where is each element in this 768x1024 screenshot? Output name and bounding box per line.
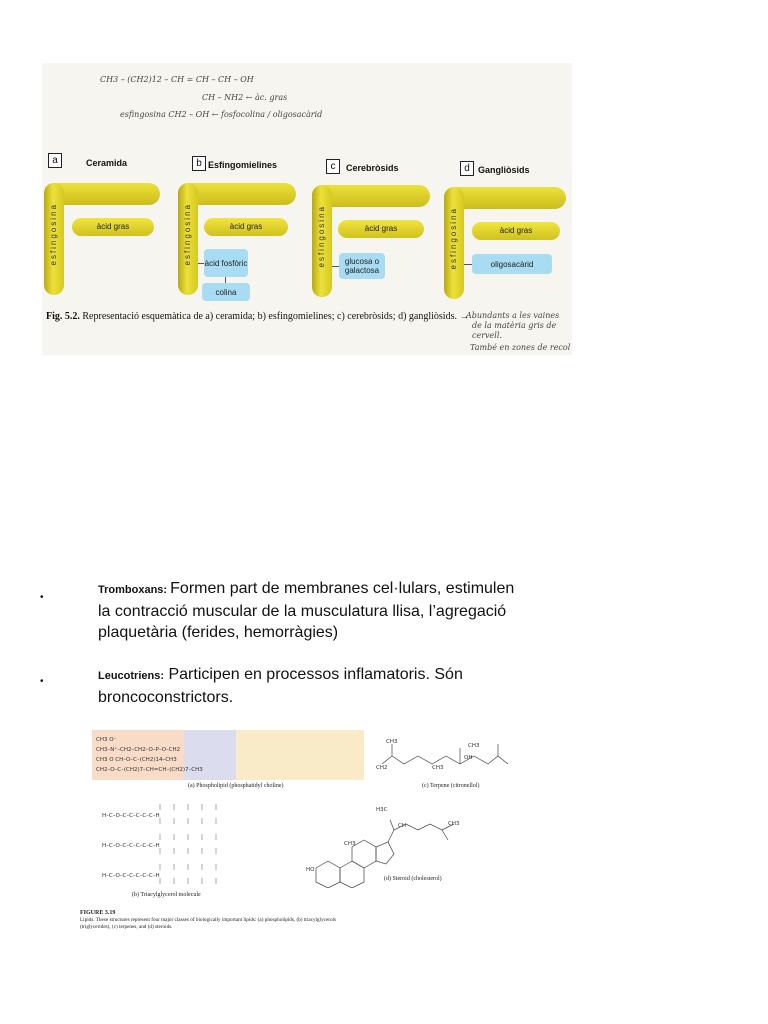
fatty-acid-a: àcid gras bbox=[72, 218, 154, 236]
panel-letter-b: b bbox=[192, 156, 206, 171]
figure-text-2: (triglycerides), (c) terpenes, and (d) steroids. bbox=[80, 924, 173, 930]
caption-a: (a) Phospholipid (phosphatidyl choline) bbox=[188, 783, 284, 789]
head-group-d: oligosacàrid bbox=[472, 254, 552, 274]
triacylglycerol-row-1: H–C–O–C–C–C–C–C–H bbox=[102, 813, 160, 819]
head-group-b-phosphate: àcid fosfòric bbox=[204, 249, 248, 277]
phospholipid-line-1: CH3 O⁻ bbox=[96, 737, 117, 743]
sphingolipid-figure bbox=[42, 63, 572, 355]
head-group-c: glucosa o galactosa bbox=[339, 253, 385, 279]
backbone-label-a: esfingosina bbox=[49, 203, 58, 266]
panel-title-c: Cerebròsids bbox=[346, 163, 399, 173]
panel-letter-d: d bbox=[460, 161, 474, 176]
fatty-acid-c: àcid gras bbox=[338, 220, 424, 238]
figure-text-1: Lipids. These structures represent four major classes of biologically important lipids: (a) phospholipids, (b) triacylglycerols bbox=[80, 917, 337, 923]
triacylglycerol-bonds bbox=[152, 800, 252, 890]
steroid-label-h3c: H3C bbox=[376, 807, 388, 813]
panel-title-b: Esfingomielines bbox=[208, 160, 278, 170]
bullet-leucotriens bbox=[98, 664, 518, 708]
steroid-label-ch3-b: CH3 bbox=[344, 841, 356, 847]
steroid-label-ch: CH bbox=[398, 823, 406, 829]
phospholipid-line-4: CH2–O–C–(CH2)7–CH=CH–(CH2)7–CH3 bbox=[96, 767, 203, 773]
terpene-label-5: OH bbox=[464, 755, 473, 761]
steroid-label-ho: HO bbox=[306, 867, 315, 873]
handwritten-formula-1: CH3 – (CH2)12 – CH = CH – CH – OH bbox=[100, 75, 254, 84]
backbone-label-b: esfingosina bbox=[183, 203, 192, 266]
terpene-label-2: CH2 bbox=[376, 765, 388, 771]
bullet-marker-1: • bbox=[40, 592, 44, 603]
panel-letter-a: a bbox=[48, 153, 62, 168]
handwritten-note-4: També en zones de recol bbox=[470, 343, 571, 352]
phospholipid-line-3: CH3 O CH–O–C–(CH2)14–CH3 bbox=[96, 757, 177, 763]
text-leucotriens: Participen en processos inflamatoris. Són broncoconstrictors. bbox=[98, 666, 463, 706]
handwritten-note-3: cervell. bbox=[472, 331, 502, 340]
figure-caption-label: Fig. 5.2. bbox=[46, 311, 80, 322]
figure-caption-text: Representació esquemàtica de a) ceramida; b) esfingomielines; c) cerebròsids; d) gangliòsids. bbox=[82, 311, 457, 322]
bullet-tromboxans: Tromboxans: Formen part de membranes cel·lulars, estimulen la contracció muscular de la musculatura llisa, l’agregació plaquetària (ferides, hemorràgies) bbox=[98, 580, 515, 641]
terpene-label-1: CH3 bbox=[386, 739, 398, 745]
phospholipid-line-2: CH3–N⁺–CH2–CH2–O–P–O–CH2 bbox=[96, 747, 181, 753]
panel-title-a: Ceramida bbox=[86, 158, 128, 168]
figure-caption: Fig. 5.2. Representació esquemàtica de a) ceramida; b) esfingomielines; c) cerebròsids; d) gangliòsids. → bbox=[46, 311, 470, 322]
terpene-label-4: CH3 bbox=[432, 765, 444, 771]
panel-letter-c: c bbox=[326, 159, 340, 174]
panel-title-d: Gangliòsids bbox=[478, 165, 530, 175]
triacylglycerol-row-3: H–C–O–C–C–C–C–C–H bbox=[102, 873, 160, 879]
fatty-tail-bg bbox=[236, 730, 364, 780]
triacylglycerol-row-2: H–C–O–C–C–C–C–C–H bbox=[102, 843, 160, 849]
handwritten-note-1: Abundants a les vaines bbox=[466, 311, 560, 320]
head-group-b-choline: colina bbox=[202, 283, 250, 301]
handwritten-formula-2: CH – NH2 ← àc. gras bbox=[202, 93, 288, 102]
lipid-classes-figure bbox=[80, 730, 480, 930]
steroid-label-ch3-a: CH3 bbox=[448, 821, 460, 827]
caption-c: (c) Terpene (citronellol) bbox=[422, 783, 480, 789]
fatty-acid-b: àcid gras bbox=[204, 218, 288, 236]
fatty-acid-d: àcid gras bbox=[472, 222, 560, 240]
bullet-marker-2: • bbox=[40, 676, 44, 687]
text-tromboxans: Formen part de membranes cel·lulars, estimulen la contracció muscular de la musculatura llisa, l’agregació plaquetària (ferides, hemorràgies) bbox=[98, 580, 515, 641]
figure-label: FIGURE 3.19 bbox=[80, 910, 116, 916]
backbone-label-c: esfingosina bbox=[317, 205, 326, 268]
handwritten-formula-3: esfingosina CH2 – OH ← fosfocolina / oligosacàrid bbox=[120, 110, 323, 119]
handwritten-note-2: de la matèria gris de bbox=[472, 321, 557, 330]
backbone-label-d: esfingosina bbox=[449, 207, 458, 270]
term-tromboxans: Tromboxans bbox=[98, 584, 164, 596]
term-leucotriens: Leucotriens: bbox=[98, 670, 165, 682]
caption-b: (b) Triacylglycerol molecule bbox=[132, 892, 201, 898]
terpene-label-3: CH3 bbox=[468, 743, 480, 749]
caption-d: (d) Steroid (cholesterol) bbox=[384, 876, 442, 882]
